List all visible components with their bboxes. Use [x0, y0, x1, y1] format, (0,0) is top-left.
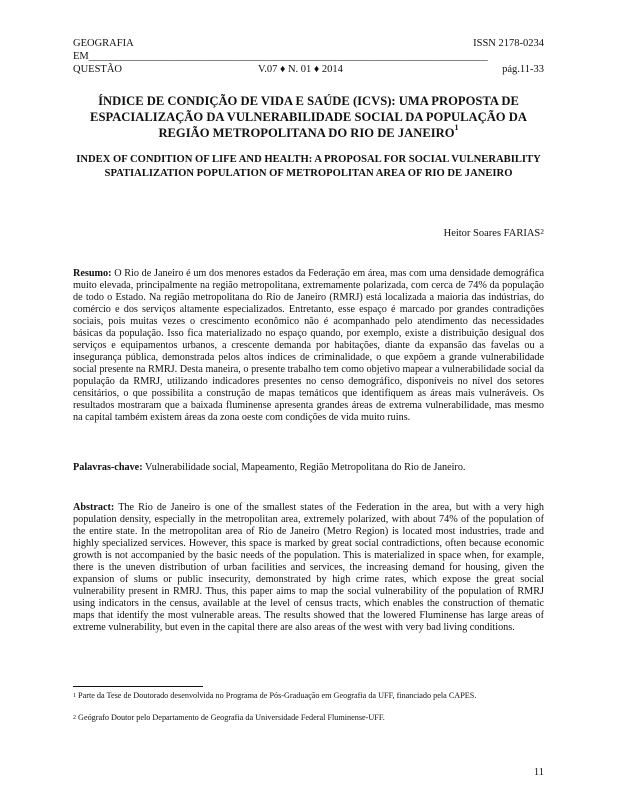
journal-name-line2: EM____________________________________________________________________________ — [73, 51, 488, 62]
footnote-2-text: Geógrafo Doutor pelo Departamento de Geografia da Universidade Federal Fluminense-UFF. — [78, 713, 385, 722]
resumo-paragraph — [73, 268, 544, 424]
abstract-paragraph — [73, 502, 544, 634]
page-range: pág.11-33 — [502, 64, 544, 75]
title-portuguese — [73, 93, 544, 141]
author — [444, 228, 544, 240]
issn: ISSN 2178-0234 — [473, 38, 544, 49]
title-english: INDEX OF CONDITION OF LIFE AND HEALTH: A PROPOSAL FOR SOCIAL VULNERABILITY SPATIALIZATION POPULATION OF METROPOLITAN AREA OF RIO DE JANEIRO — [76, 154, 541, 179]
resumo-text: O Rio de Janeiro é um dos menores estados da Federação em área, mas com uma densidade demográfica muito elevada, principalmente na região metropolitana, extremamente polarizada, com cerca de 74% da população de todo o Estado. Na região metropolitana do Rio de Janeiro (RMRJ) está localizada a maioria das indústrias, do comércio e dos serviços altamente especializados. Entretanto, esse espaço é marcado por grandes contradições sociais, pois muitas vezes o crescimento econômico não é acompanhado pelo atendimento das necessidades básicas da população. Isso fica materializado no espaço quando, por exemplo, existe a distribuição desigual dos serviços e equipamentos urbanos, a crescente demanda por habitações, diante da expansão das favelas ou a insegurança pública, demonstrada pelos altos índices de criminalidade, o que expõem a grande vulnerabilidade social presente na RMRJ. Desta maneira, o presente trabalho tem como objetivo mapear a vulnerabilidade social da população da RMRJ, utilizando indicadores presentes no censo demográfico, disponíveis no nível dos setores censitários, o que possibilita a construção de mapas temáticos que identifiquem as áreas mais vulneráveis. Os resultados mostraram que a baixada fluminense apresenta grandes áreas de extrema vulnerabilidade, mas mesmo na capital também existem áreas da zona oeste com condições de vida muito ruins. — [73, 268, 544, 423]
keywords-text: Vulnerabilidade social, Mapeamento, Região Metropolitana do Rio de Janeiro. — [144, 462, 466, 473]
footnote-2 — [73, 713, 544, 723]
footnote-1-mark: 1 — [73, 693, 76, 699]
abstract-label: Abstract: — [73, 502, 115, 513]
footnote-2-mark: 2 — [73, 715, 76, 721]
resumo-label: Resumo: — [73, 268, 112, 279]
title-footnote-mark: 1 — [454, 123, 459, 132]
author-name: Heitor Soares FARIAS — [443, 228, 541, 239]
title-portuguese-text: ÍNDICE DE CONDIÇÃO DE VIDA E SAÚDE (ICVS): UMA PROPOSTA DE ESPACIALIZAÇÃO DA VULNERABILIDADE SOCIAL DA POPULAÇÃO DA REGIÃO METROPOLITANA DO RIO DE JANEIRO — [90, 94, 527, 140]
page-number: 11 — [533, 767, 544, 778]
abstract-text: The Rio de Janeiro is one of the smallest states of the Federation in the area, but with a very high population density, especially in the metropolitan area, extremely polarized, with about 74% of the population of the entire state. In the metropolitan area of Rio de Janeiro (Metro Region) is located most industries, trade and highly specialized services. However, this space is marked by great social contradictions, often because economic growth is not accompanied by the basic needs of the population. This is materialized in space when, for example, there is the uneven distribution of urban facilities and services, the increasing demand for housing, given the expansion of slums or public insecurity, demonstrated by high crime rates, which expose the great social vulnerability present in RMRJ. Thus, this paper aims to map the social vulnerability of the population of RMRJ using indicators in the census, available at the level of census tracts, which enables the construction of thematic maps that identify the most vulnerable areas. The results showed that the lowered Fluminense has large areas of extreme vulnerability, but even in the capital there are also areas of the west with very bad living conditions. — [73, 502, 544, 633]
keywords-paragraph — [73, 462, 544, 474]
volume-info: V.07 ♦ N. 01 ♦ 2014 — [258, 64, 343, 75]
footnote-1-text: Parte da Tese de Doutorado desenvolvida no Programa de Pós-Graduação em Geografia da UFF, financiado pela CAPES. — [78, 691, 477, 700]
author-footnote-mark: 2 — [540, 227, 544, 236]
keywords-label: Palavras-chave: — [73, 462, 143, 473]
footnote-divider — [73, 686, 203, 687]
journal-name-line1: GEOGRAFIA — [73, 38, 134, 49]
footnote-1 — [73, 691, 544, 701]
journal-name-line3: QUESTÃO — [73, 64, 122, 75]
